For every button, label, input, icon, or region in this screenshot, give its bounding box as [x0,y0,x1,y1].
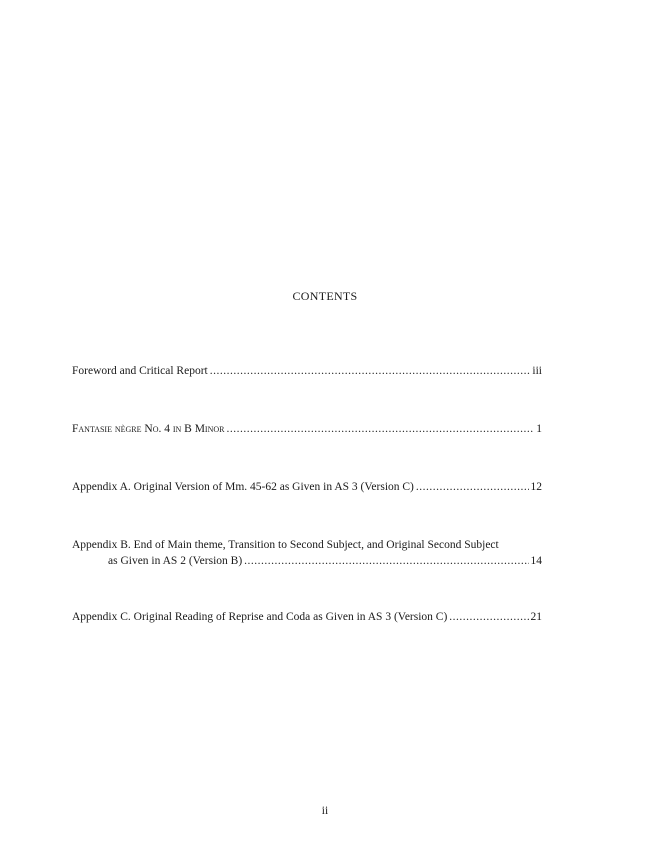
dot-leader [449,609,528,625]
toc-entry-title: Appendix C. Original Reading of Reprise and Coda as Given in AS 3 (Version C) [72,611,448,623]
toc-entry-page: 1 [536,423,542,435]
toc-entry-page: 21 [530,611,542,623]
toc-entry-title: Foreword and Critical Report [72,365,208,377]
toc-entry-title-line2: as Given in AS 2 (Version B) [108,555,243,567]
dot-leader [416,479,529,495]
toc-entry-page: 14 [530,555,542,567]
contents-heading: CONTENTS [292,289,358,303]
toc-line [72,479,542,495]
dot-leader [227,421,535,437]
toc-entry-fantasie [72,421,542,437]
toc-line [72,421,542,437]
toc-entry-appendix-a [72,479,542,495]
toc-line [72,363,542,379]
toc-entry-title: Fantasie nègre No. 4 in B Minor [72,423,225,435]
toc-line [72,553,542,569]
toc-entry-page: 12 [530,481,542,493]
toc-entry-appendix-c [72,609,542,625]
dot-leader [210,363,531,379]
dot-leader [244,553,528,569]
toc-entry-title: Appendix A. Original Version of Mm. 45-62 as Given in AS 3 (Version C) [72,481,414,493]
toc-entry-page: iii [532,365,542,377]
toc-entry-title-line1: Appendix B. End of Main theme, Transition to Second Subject, and Original Second Subject [72,539,499,551]
toc-line [72,609,542,625]
toc-entry-appendix-b [72,537,542,569]
page-number: ii [321,805,329,817]
toc-entry-foreword [72,363,542,379]
